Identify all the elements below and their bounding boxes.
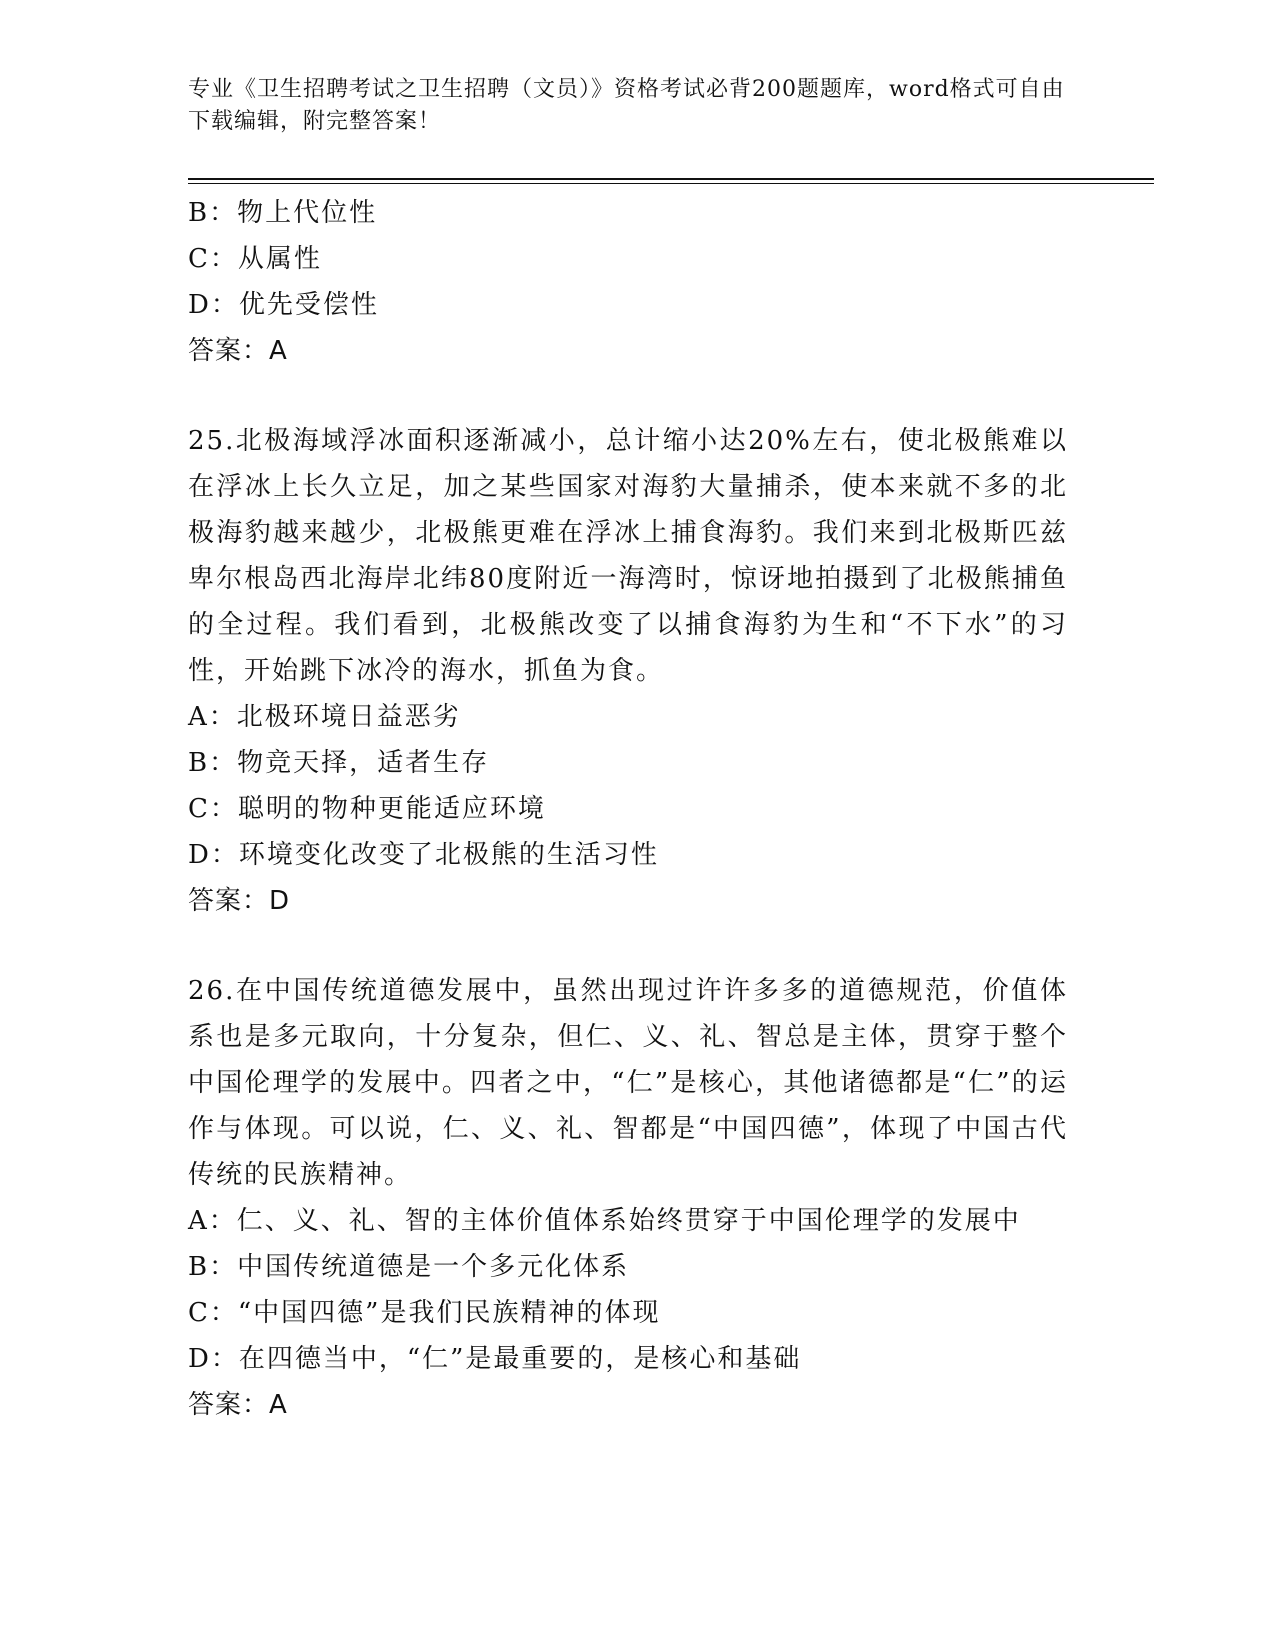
option-b: B：物竞天择，适者生存 (188, 748, 490, 778)
header-rule-thick (188, 178, 1154, 180)
option-b: B：物上代位性 (188, 198, 378, 228)
answer-line: 答案：A (188, 336, 288, 366)
question-26 (188, 968, 1068, 1428)
question-25 (188, 418, 1068, 924)
option-b: B：中国传统道德是一个多元化体系 (188, 1252, 630, 1282)
option-c: C：从属性 (188, 244, 322, 274)
option-d: D：环境变化改变了北极熊的生活习性 (188, 840, 659, 870)
option-c: C：聪明的物种更能适应环境 (188, 794, 546, 824)
document-header: 专业《卫生招聘考试之卫生招聘（文员）》资格考试必背200题题库，word格式可自由下载编辑，附完整答案！ (188, 77, 1065, 134)
option-d: D：在四德当中，“仁”是最重要的，是核心和基础 (188, 1344, 802, 1374)
spacer (188, 374, 1068, 418)
answer-line: 答案：A (188, 1390, 288, 1420)
page-content (188, 190, 1068, 1428)
answer-line: 答案：D (188, 886, 291, 916)
option-a: A：仁、义、礼、智的主体价值体系始终贯穿于中国伦理学的发展中 (188, 1206, 1021, 1236)
question-stem: 26.在中国传统道德发展中，虽然出现过许许多多的道德规范，价值体系也是多元取向，十分复杂，但仁、义、礼、智总是主体，贯穿于整个中国伦理学的发展中。四者之中，“仁”是核心，其他诸德都是“仁”的运作与体现。可以说，仁、义、礼、智都是“中国四德”，体现了中国古代传统的民族精神。 (188, 976, 1068, 1190)
option-c: C：“中国四德”是我们民族精神的体现 (188, 1298, 661, 1328)
spacer (188, 924, 1068, 968)
option-d: D：优先受偿性 (188, 290, 379, 320)
carryover-question (188, 190, 1068, 374)
question-stem: 25.北极海域浮冰面积逐渐减小，总计缩小达20%左右，使北极熊难以在浮冰上长久立足，加之某些国家对海豹大量捕杀，使本来就不多的北极海豹越来越少，北极熊更难在浮冰上捕食海豹。我们来到北极斯匹兹卑尔根岛西北海岸北纬80度附近一海湾时，惊讶地拍摄到了北极熊捕鱼的全过程。我们看到，北极熊改变了以捕食海豹为生和“不下水”的习性，开始跳下冰冷的海水，抓鱼为食。 (188, 426, 1068, 686)
option-a: A：北极环境日益恶劣 (188, 702, 461, 732)
header-rule-thin (188, 183, 1154, 184)
